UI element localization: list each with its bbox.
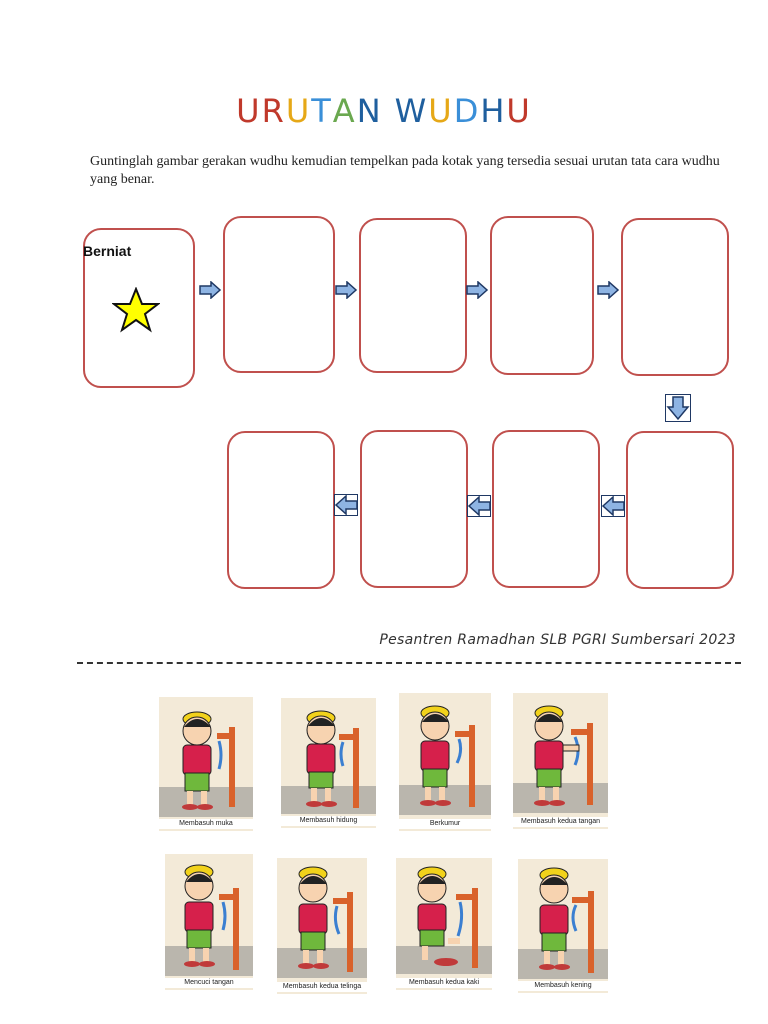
step-box-3 bbox=[359, 218, 467, 373]
step-box-2 bbox=[223, 216, 335, 373]
title-letter: W bbox=[394, 92, 429, 130]
title-letter: U bbox=[236, 92, 262, 130]
arrow-left-icon bbox=[334, 494, 358, 516]
wudhu-card-1[interactable] bbox=[159, 697, 253, 831]
step-box-8 bbox=[360, 430, 468, 588]
card-caption: Membasuh hidung bbox=[281, 816, 376, 826]
title-letter: U bbox=[506, 92, 532, 130]
step-box-1-label: Berniat bbox=[83, 243, 132, 259]
title-letter: U bbox=[428, 92, 454, 130]
star-icon bbox=[112, 287, 160, 333]
cut-line bbox=[77, 662, 741, 664]
wudhu-card-4[interactable] bbox=[513, 693, 608, 829]
boy-washing-icon bbox=[281, 698, 376, 828]
title-letter: D bbox=[453, 92, 481, 130]
title-letter: R bbox=[261, 92, 286, 130]
step-box-4 bbox=[490, 216, 594, 375]
arrow-left-icon bbox=[467, 495, 491, 517]
wudhu-card-6[interactable] bbox=[277, 858, 367, 994]
boy-washing-icon bbox=[396, 858, 492, 990]
card-caption: Membasuh kedua kaki bbox=[396, 978, 492, 988]
title-letter: H bbox=[480, 92, 507, 130]
boy-washing-icon bbox=[165, 854, 253, 990]
arrow-right-icon bbox=[466, 281, 488, 299]
title-letter: A bbox=[332, 92, 357, 130]
card-caption: Membasuh kening bbox=[518, 981, 608, 991]
page-title bbox=[0, 92, 768, 130]
arrow-right-icon bbox=[199, 281, 221, 299]
wudhu-card-5[interactable] bbox=[165, 854, 253, 990]
boy-washing-icon bbox=[159, 697, 253, 831]
title-letter: U bbox=[285, 92, 312, 130]
boy-washing-icon bbox=[277, 858, 367, 994]
card-caption: Membasuh kedua telinga bbox=[277, 982, 367, 992]
step-box-7 bbox=[492, 430, 600, 588]
boy-washing-icon bbox=[513, 693, 608, 829]
wudhu-card-3[interactable] bbox=[399, 693, 491, 831]
boy-washing-icon bbox=[399, 693, 491, 831]
footer-credit: Pesantren Ramadhan SLB PGRI Sumbersari 2023 bbox=[379, 632, 736, 648]
arrow-left-icon bbox=[601, 495, 625, 517]
instruction-text: Guntinglah gambar gerakan wudhu kemudian tempelkan pada kotak yang tersedia sesuai urutan tata cara wudhu yang benar. bbox=[90, 154, 720, 187]
card-caption: Berkumur bbox=[399, 819, 491, 829]
title-letter: N bbox=[356, 92, 383, 130]
boy-washing-icon bbox=[518, 859, 608, 993]
arrow-right-icon bbox=[597, 281, 619, 299]
arrow-right-icon bbox=[335, 281, 357, 299]
wudhu-card-2[interactable] bbox=[281, 698, 376, 828]
card-caption: Membasuh kedua tangan bbox=[513, 817, 608, 827]
card-caption: Membasuh muka bbox=[159, 819, 253, 829]
arrow-down-icon bbox=[665, 394, 691, 422]
title-letter: T bbox=[311, 92, 333, 130]
step-box-5 bbox=[621, 218, 729, 376]
step-box-6 bbox=[626, 431, 734, 589]
card-caption: Mencuci tangan bbox=[165, 978, 253, 988]
wudhu-card-7[interactable] bbox=[396, 858, 492, 990]
wudhu-card-8[interactable] bbox=[518, 859, 608, 993]
step-box-9 bbox=[227, 431, 335, 589]
